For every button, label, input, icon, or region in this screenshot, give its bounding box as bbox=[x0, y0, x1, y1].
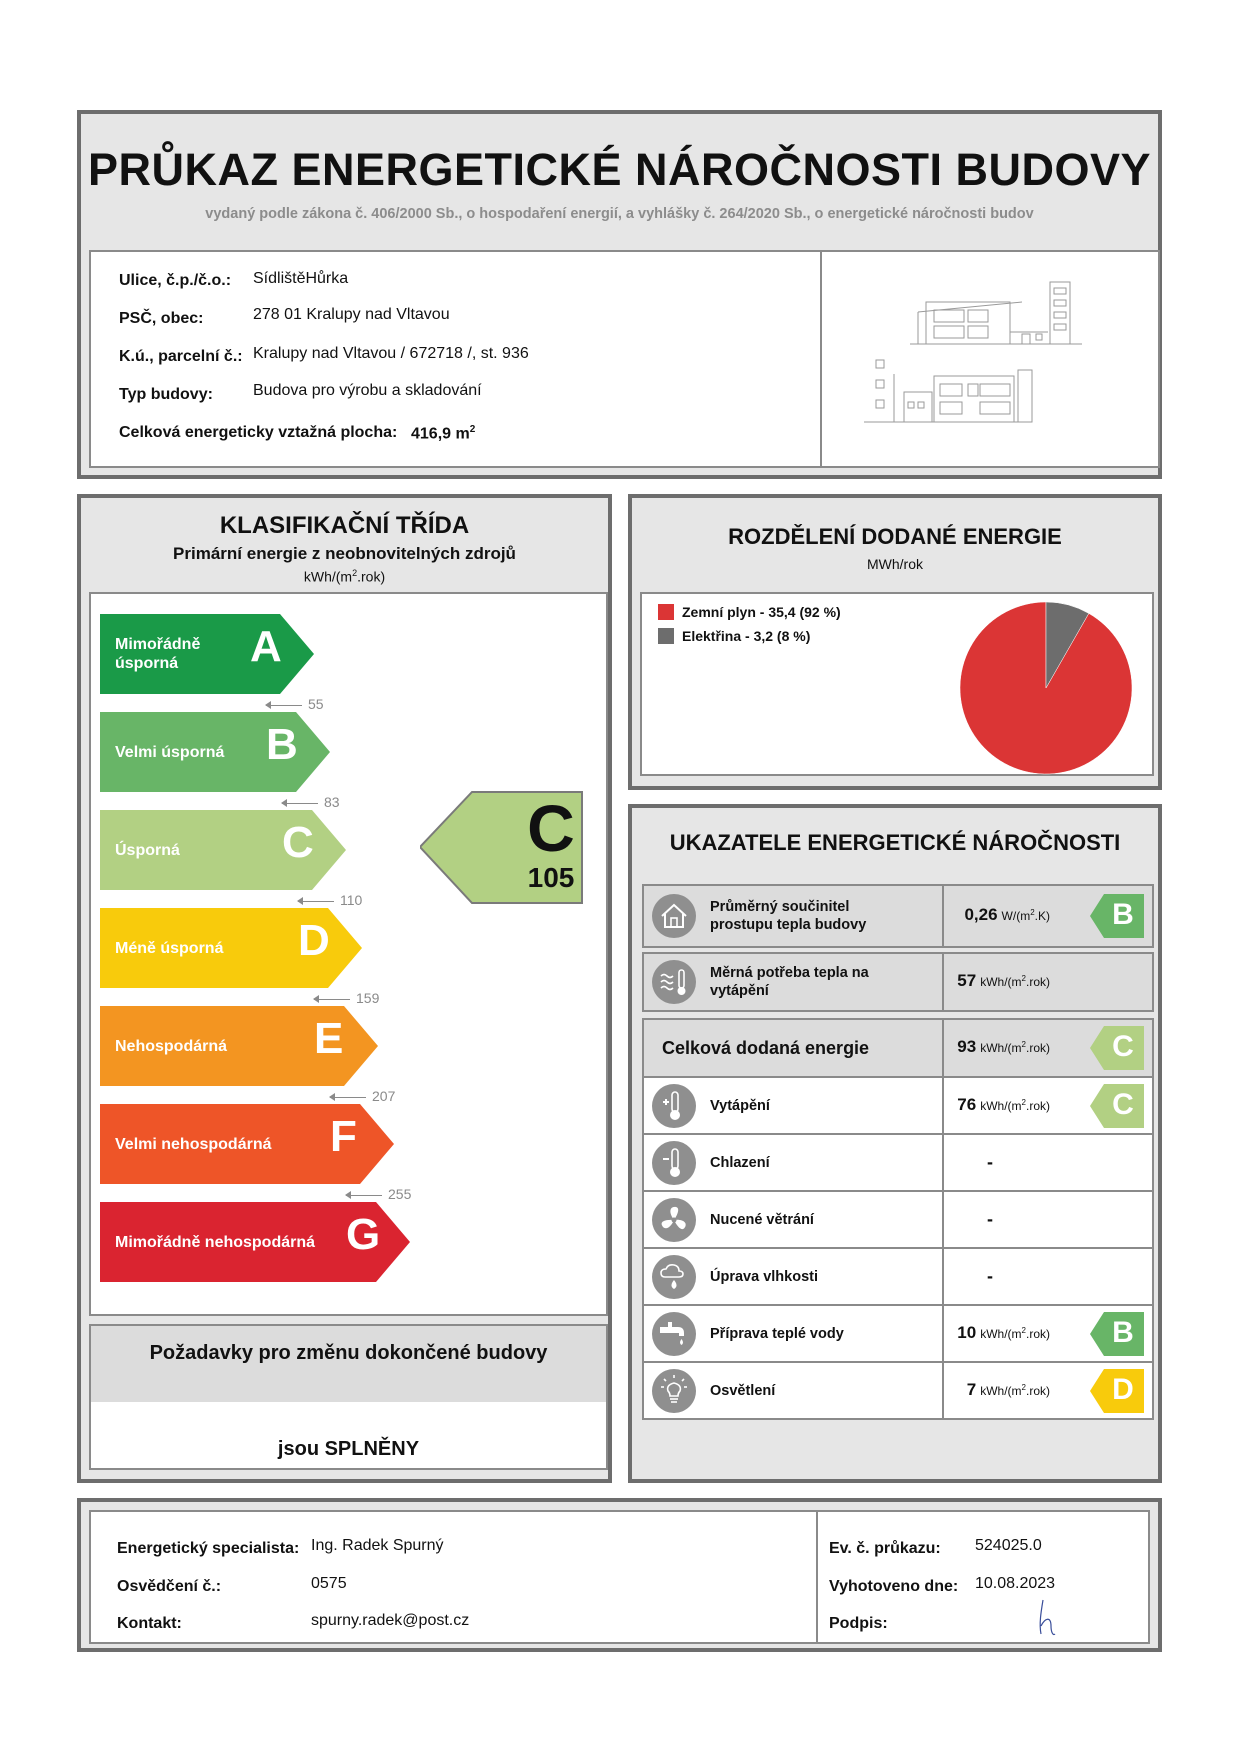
limit-value: 255 bbox=[388, 1186, 412, 1202]
indicator-row bbox=[642, 1361, 1154, 1420]
limit-value: 110 bbox=[340, 892, 363, 908]
indicator-value-group bbox=[944, 971, 1050, 991]
indicator-row bbox=[642, 1018, 1154, 1078]
indicator-name: Měrná potřeba tepla na vytápění bbox=[710, 965, 869, 999]
psc-label: PSČ, obec: bbox=[119, 310, 204, 327]
footer-divider bbox=[816, 1512, 818, 1642]
requirements-status-area bbox=[91, 1402, 606, 1468]
indicator-class-badge bbox=[1090, 1312, 1144, 1356]
indicator-value-group bbox=[944, 1323, 1050, 1343]
energy-class-label-b: Velmi úsporná bbox=[115, 743, 225, 761]
page-subtitle: vydaný podle zákona č. 406/2000 Sb., o hospodaření energií, a vyhlášky č. 264/2020 Sb., o energetické náročnosti budov bbox=[205, 206, 1034, 222]
indicator-value-group bbox=[944, 1037, 1050, 1057]
limit-value: 83 bbox=[324, 794, 340, 810]
requirements-box bbox=[89, 1324, 608, 1470]
legend-item-gas bbox=[658, 604, 841, 620]
address-value: SídlištěHůrka bbox=[253, 270, 349, 287]
indicator-unit: kWh/$(m^2.rok)$ bbox=[980, 974, 1050, 989]
indicator-unit: kWh/$(m^2.rok)$ bbox=[980, 1325, 1050, 1341]
energy-class-letter-e: E bbox=[314, 1014, 344, 1063]
requirements-title: Požadavky pro změnu dokončené budovy bbox=[149, 1342, 548, 1364]
limit-arrow-icon bbox=[330, 1097, 366, 1098]
parcel-value: Kralupy nad Vltavou / 672718 /, st. 936 bbox=[253, 345, 529, 362]
energy-class-band-f bbox=[100, 1104, 394, 1184]
limit-value: 55 bbox=[308, 696, 324, 712]
indicator-row bbox=[642, 1076, 1154, 1135]
indicator-class-letter: B bbox=[1112, 898, 1134, 931]
legend-swatch-gas bbox=[658, 604, 674, 620]
specialist-label: Energetický specialista: bbox=[117, 1540, 300, 1557]
indicator-class-letter: C bbox=[1112, 1030, 1134, 1063]
address-label: Ulice, č.p./č.o.: bbox=[119, 272, 232, 289]
limit-value: 207 bbox=[372, 1088, 396, 1104]
energy-class-limit-c bbox=[298, 892, 362, 908]
energy-class-label-g: Mimořádně nehospodárná bbox=[115, 1233, 316, 1251]
indicator-class-badge bbox=[1090, 1084, 1144, 1128]
indicator-value: 0,26 bbox=[964, 905, 998, 924]
distribution-chart-box bbox=[640, 592, 1154, 776]
building-elevation-drawing bbox=[822, 252, 1158, 466]
energy-class-limit-d bbox=[314, 990, 379, 1006]
energy-class-limit-a bbox=[266, 696, 324, 712]
limit-arrow-icon bbox=[266, 705, 302, 706]
faucet-icon bbox=[652, 1312, 696, 1356]
indicator-row bbox=[642, 1247, 1154, 1306]
ev-number-label: Ev. č. průkazu: bbox=[829, 1540, 941, 1557]
indicator-value: 7 bbox=[966, 1379, 977, 1399]
indicator-name: Průměrný součinitel prostupu tepla budovy bbox=[710, 899, 867, 933]
energy-class-band-e bbox=[100, 1006, 378, 1086]
current-class-marker bbox=[420, 790, 584, 905]
signature-label: Podpis: bbox=[829, 1615, 888, 1632]
signature-image bbox=[1021, 1596, 1081, 1640]
energy-class-label-c: Úsporná bbox=[115, 841, 180, 859]
indicator-value: - bbox=[987, 1265, 993, 1286]
legend-label-gas: Zemní plyn - 35,4 (92 %) bbox=[682, 604, 841, 620]
indicator-unit: $W/(m^2.K)$ bbox=[1001, 908, 1050, 923]
requirements-status: jsou SPLNĚNY bbox=[277, 1438, 420, 1460]
indicator-row bbox=[642, 884, 1154, 948]
indicator-value: 10 bbox=[957, 1322, 977, 1342]
limit-value: 159 bbox=[356, 990, 380, 1006]
indicator-divider bbox=[942, 1192, 944, 1247]
classification-panel bbox=[77, 494, 612, 1483]
indicator-name: Úprava vlhkosti bbox=[710, 1268, 818, 1285]
page-title: PRŮKAZ ENERGETICKÉ NÁROČNOSTI BUDOVY bbox=[87, 144, 1152, 195]
indicator-divider bbox=[942, 1135, 944, 1190]
indicator-divider bbox=[942, 1249, 944, 1304]
energy-class-band-d bbox=[100, 908, 362, 988]
indicator-row bbox=[642, 1133, 1154, 1192]
area-label: Celková energeticky vztažná plocha: bbox=[119, 424, 398, 441]
energy-class-label-a: Mimořádně úsporná bbox=[115, 636, 201, 672]
indicator-value: - bbox=[987, 1208, 993, 1229]
indicator-unit: kWh/$(m^2.rok)$ bbox=[980, 1097, 1050, 1113]
current-class-letter: C bbox=[527, 791, 575, 865]
energy-class-letter-c: C bbox=[282, 818, 314, 867]
issue-date-label: Vyhotoveno dne: bbox=[829, 1578, 959, 1595]
indicator-value: 76 bbox=[957, 1094, 977, 1114]
energy-class-label-f: Velmi nehospodárná bbox=[115, 1135, 272, 1153]
energy-class-label-e: Nehospodárná bbox=[115, 1037, 228, 1055]
indicator-class-badge bbox=[1090, 894, 1144, 938]
indicators-title: UKAZATELE ENERGETICKÉ NÁROČNOSTI bbox=[669, 830, 1121, 855]
distribution-unit: MWh/rok bbox=[867, 556, 923, 572]
building-type-value: Budova pro výrobu a skladování bbox=[253, 382, 482, 399]
building-type-label: Typ budovy: bbox=[119, 386, 213, 403]
limit-arrow-icon bbox=[346, 1195, 382, 1196]
indicator-value-group bbox=[944, 1380, 1050, 1400]
energy-pie-chart bbox=[958, 600, 1134, 776]
specialist-value: Ing. Radek Spurný bbox=[311, 1537, 444, 1554]
classification-title: KLASIFIKAČNÍ TŘÍDA bbox=[219, 512, 470, 539]
energy-class-band-a bbox=[100, 614, 314, 694]
humidity-cloud-icon bbox=[652, 1255, 696, 1299]
building-drawing-box bbox=[820, 250, 1160, 468]
limit-arrow-icon bbox=[314, 999, 350, 1000]
energy-class-band-c bbox=[100, 810, 346, 890]
certificate-value: 0575 bbox=[311, 1575, 347, 1592]
area-value: 416,9 $m^2$ bbox=[411, 424, 476, 443]
energy-class-letter-d: D bbox=[298, 916, 330, 965]
fan-icon bbox=[652, 1198, 696, 1242]
energy-class-band-g bbox=[100, 1202, 410, 1282]
indicator-row bbox=[642, 952, 1154, 1012]
psc-value: 278 01 Kralupy nad Vltavou bbox=[253, 306, 450, 323]
indicator-class-letter: D bbox=[1112, 1372, 1134, 1406]
indicator-unit: kWh/$(m^2.rok)$ bbox=[980, 1040, 1050, 1055]
energy-class-limit-f bbox=[346, 1186, 411, 1202]
issue-date-value: 10.08.2023 bbox=[975, 1575, 1056, 1592]
energy-scale-box bbox=[89, 592, 608, 1316]
energy-class-letter-f: F bbox=[330, 1112, 357, 1161]
indicator-name: Osvětlení bbox=[710, 1382, 776, 1399]
energy-class-limit-b bbox=[282, 794, 340, 810]
legend-label-electricity: Elektřina - 3,2 (8 %) bbox=[682, 628, 811, 644]
energy-class-letter-a: A bbox=[250, 622, 282, 671]
current-class-value: 105 bbox=[527, 862, 575, 893]
heat-waves-icon bbox=[652, 960, 696, 1004]
contact-value[interactable]: spurny.radek@post.cz bbox=[311, 1612, 470, 1629]
limit-arrow-icon bbox=[282, 803, 318, 804]
legend-item-electricity bbox=[658, 628, 810, 644]
energy-class-letter-g: G bbox=[346, 1210, 381, 1259]
energy-class-letter-b: B bbox=[266, 720, 298, 769]
indicator-class-badge bbox=[1090, 1369, 1144, 1413]
distribution-title: ROZDĚLENÍ DODANÉ ENERGIE bbox=[728, 524, 1062, 549]
indicator-name: Celková dodaná energie bbox=[662, 1038, 870, 1058]
indicator-class-letter: B bbox=[1112, 1315, 1134, 1349]
classification-unit: kWh/$(m^2.rok)$ bbox=[303, 568, 386, 585]
certificate-label: Osvědčení č.: bbox=[117, 1578, 222, 1595]
light-bulb-icon bbox=[652, 1369, 696, 1413]
indicator-row bbox=[642, 1190, 1154, 1249]
thermometer-plus-icon bbox=[652, 1084, 696, 1128]
indicator-row bbox=[642, 1304, 1154, 1363]
indicator-value-group bbox=[944, 905, 1050, 925]
indicator-class-letter: C bbox=[1112, 1087, 1134, 1121]
footer-panel bbox=[77, 1498, 1162, 1652]
classification-subtitle: Primární energie z neobnovitelných zdrojů bbox=[173, 544, 516, 563]
header-panel bbox=[77, 110, 1162, 479]
building-info-box bbox=[89, 250, 822, 468]
indicator-value: - bbox=[987, 1151, 993, 1172]
energy-class-band-b bbox=[100, 712, 330, 792]
indicator-name: Příprava teplé vody bbox=[710, 1325, 844, 1342]
legend-swatch-electricity bbox=[658, 628, 674, 644]
specialist-info-box bbox=[89, 1510, 1150, 1644]
energy-class-label-d: Méně úsporná bbox=[115, 939, 224, 957]
parcel-label: K.ú., parcelní č.: bbox=[119, 348, 243, 365]
thermometer-minus-icon bbox=[652, 1141, 696, 1185]
house-icon bbox=[652, 894, 696, 938]
indicator-name: Nucené větrání bbox=[710, 1211, 814, 1228]
indicator-name: Vytápění bbox=[710, 1097, 770, 1114]
indicators-panel bbox=[628, 804, 1162, 1483]
limit-arrow-icon bbox=[298, 901, 334, 902]
indicator-name: Chlazení bbox=[710, 1154, 770, 1171]
contact-label: Kontakt: bbox=[117, 1615, 182, 1632]
indicator-value: 57 bbox=[957, 971, 977, 990]
energy-class-limit-e bbox=[330, 1088, 395, 1104]
indicator-class-badge bbox=[1090, 1026, 1144, 1070]
indicator-value-group bbox=[944, 1095, 1050, 1115]
energy-distribution-panel bbox=[628, 494, 1162, 790]
indicator-unit: kWh/$(m^2.rok)$ bbox=[980, 1382, 1050, 1398]
ev-number-value: 524025.0 bbox=[975, 1537, 1042, 1554]
indicator-value: 93 bbox=[957, 1037, 977, 1056]
